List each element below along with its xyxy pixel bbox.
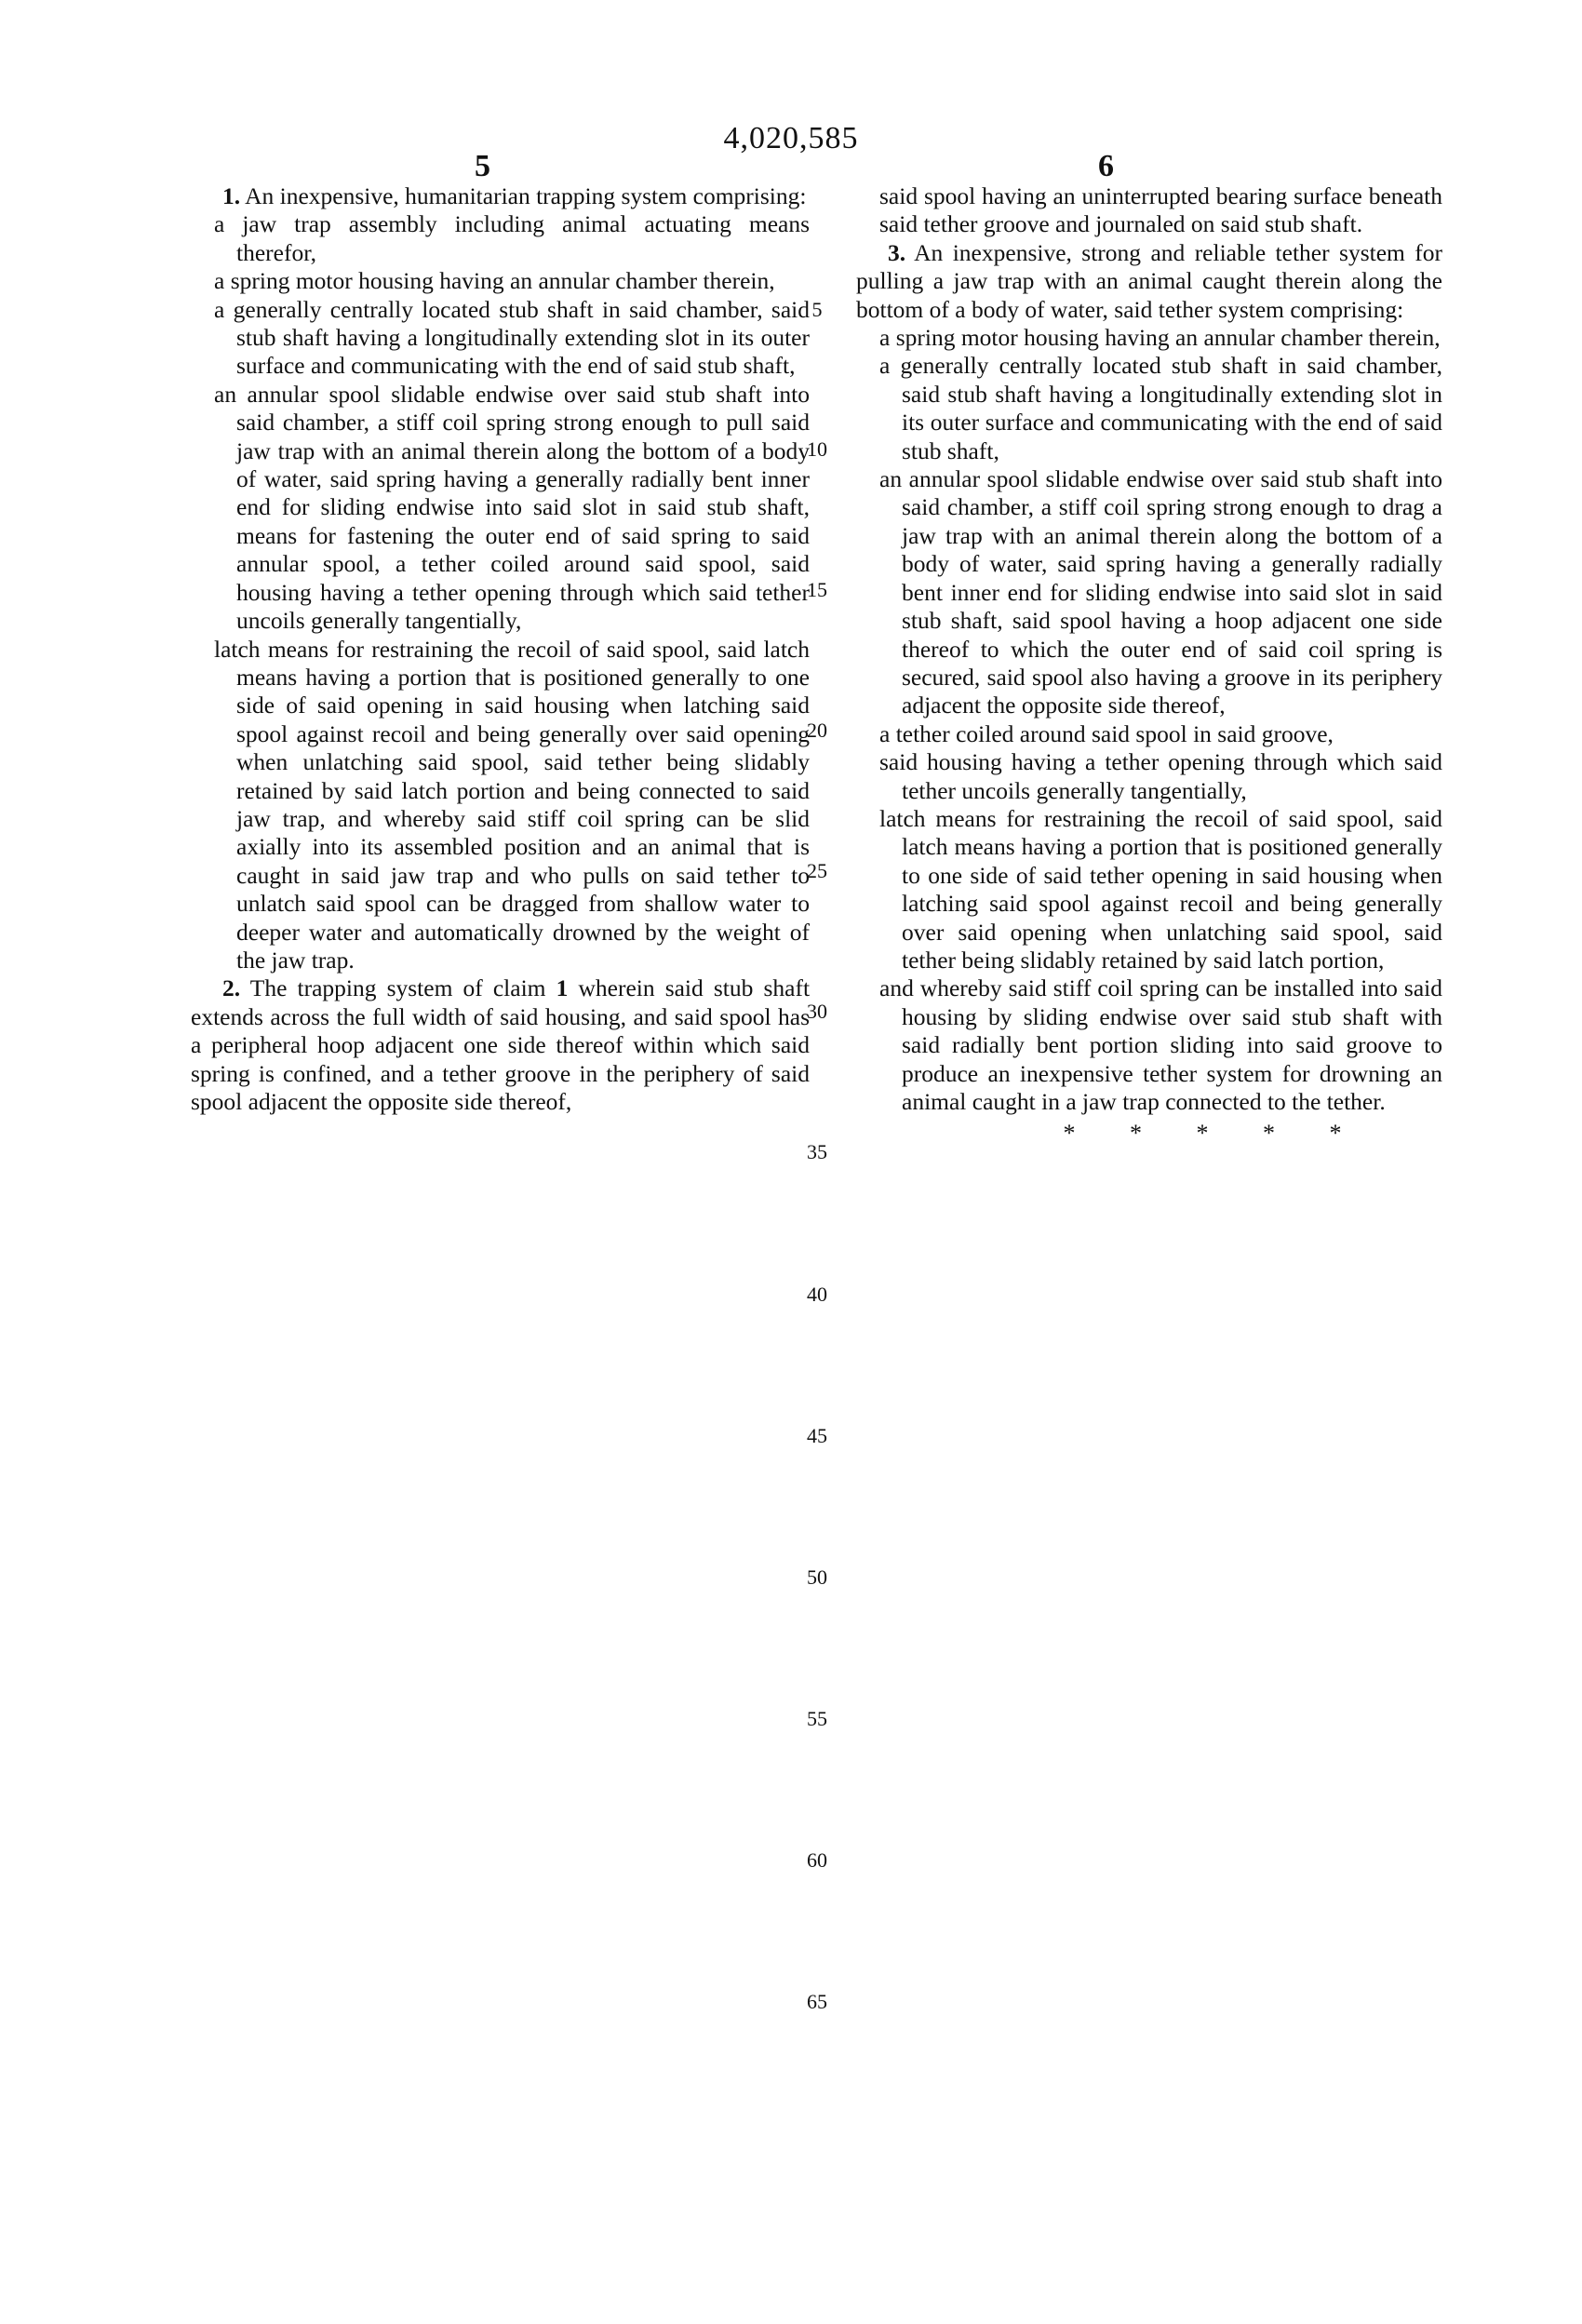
line-number: 60 — [807, 1848, 827, 1872]
claim-2-text-after: wherein said stub shaft extends across the full width of said housing, and said spool has a peripheral hoop adjacent one side thereof within which said spring is confined, and a tether groove in the periphery of said spool adjacent the opposite side thereof, — [191, 974, 811, 1115]
end-marker: * * * * * — [1063, 1120, 1366, 1148]
claim-3-element: a spring motor housing having an annular chamber therein, — [879, 324, 1441, 352]
claim-2 — [191, 974, 810, 1116]
claim-1-element: an annular spool slidable endwise over said stub shaft into said chamber, a stiff coil spring strong enough to pull said jaw trap with an animal therein along the bottom of a body of water, said spring having a generally radially bent inner end for sliding endwise into said slot in said stub shaft, means for fastening the outer end of said spring to said annular spool, a tether coiled around said spool, said housing having a tether opening through which said tether uncoils generally tangentially, — [214, 380, 810, 635]
claim-2-continuation: said spool having an uninterrupted bearing surface beneath said tether groove and journaled on said stub shaft. — [879, 182, 1442, 238]
line-number: 40 — [807, 1283, 827, 1306]
claim-3-element: an annular spool slidable endwise over said stub shaft into said chamber, a stiff coil spring strong enough to drag a jaw trap with an animal therein along the bottom of a body of water, said spring having a generally radially bent inner end for sliding endwise into said slot in said stub shaft, said spool having a hoop adjacent one side thereof to which the outer end of said coil spring is secured, said spool also having a groove in its periphery adjacent the opposite side thereof, — [879, 465, 1442, 719]
line-number: 20 — [807, 719, 827, 742]
patent-number: 4,020,585 — [723, 121, 859, 155]
claim-1-element: a generally centrally located stub shaft in said chamber, said stub shaft having a longitudinally extending slot in its outer surface and communicating with the end of said stub shaft, — [214, 295, 810, 380]
claim-3-number: 3. — [888, 238, 906, 266]
right-text-column — [856, 182, 1442, 1149]
claim-1-preamble-text: An inexpensive, humanitarian trapping system comprising: — [245, 182, 807, 209]
claim-3-element: a tether coiled around said spool in said groove, — [879, 719, 1334, 747]
claim-3-element: said housing having a tether opening through which said tether uncoils generally tangentially, — [879, 748, 1442, 804]
claim-2-text-before: The trapping system of claim — [249, 974, 546, 1002]
line-number: 30 — [807, 1000, 827, 1023]
claim-2-reference: 1 — [556, 974, 569, 1002]
line-number: 55 — [807, 1707, 827, 1730]
line-number: 35 — [807, 1140, 827, 1163]
left-column-number: 5 — [475, 149, 490, 183]
line-number: 5 — [811, 298, 823, 321]
claim-1-number: 1. — [222, 182, 241, 209]
line-number: 45 — [807, 1424, 827, 1447]
claim-1-element: a spring motor housing having an annular chamber therein, — [214, 267, 775, 295]
claim-3-preamble-text: An inexpensive, strong and reliable tether system for pulling a jaw trap with an animal caught therein along the bottom of a body of water, said tether system comprising: — [856, 238, 1442, 323]
line-number: 65 — [807, 1990, 827, 2013]
line-number: 10 — [807, 437, 827, 461]
claim-1-element: a jaw trap assembly including animal actuating means therefor, — [214, 210, 810, 266]
claim-3-element: latch means for restraining the recoil of said spool, said latch means having a portion that is positioned generally to one side of said tether opening in said housing when latching said spool against recoil and being generally over said opening when unlatching said spool, said tether being slidably retained by said latch portion, — [879, 804, 1442, 974]
claim-1-preamble — [191, 182, 810, 210]
right-column-number: 6 — [1098, 149, 1114, 183]
left-text-column — [191, 182, 810, 1116]
line-number: 50 — [807, 1565, 827, 1589]
claim-1-element: latch means for restraining the recoil of said spool, said latch means having a portion that is positioned generally to one side of said opening in said housing when latching said spool against recoil and being generally over said opening when unlatching said spool, said tether being slidably retained by said latch portion and being connected to said jaw trap, and whereby said stiff coil spring can be slid axially into its assembled position and an animal that is caught in said jaw trap and who pulls on said tether to unlatch said spool can be dragged from shallow water to deeper water and automatically drowned by the weight of the jaw trap. — [214, 635, 810, 974]
claim-3-preamble — [856, 239, 1442, 324]
claim-3-element: and whereby said stiff coil spring can be installed into said housing by sliding endwise over said stub shaft with said radially bent portion sliding into said groove to produce an inexpensive tether system for drowning an animal caught in a jaw trap connected to the tether. — [879, 974, 1442, 1115]
claim-3-element: a generally centrally located stub shaft in said chamber, said stub shaft having a longitudinally extending slot in its outer surface and communicating with the end of said stub shaft, — [879, 352, 1442, 464]
line-number: 25 — [807, 859, 827, 882]
claim-2-number: 2. — [222, 974, 241, 1002]
line-number: 15 — [807, 578, 827, 601]
